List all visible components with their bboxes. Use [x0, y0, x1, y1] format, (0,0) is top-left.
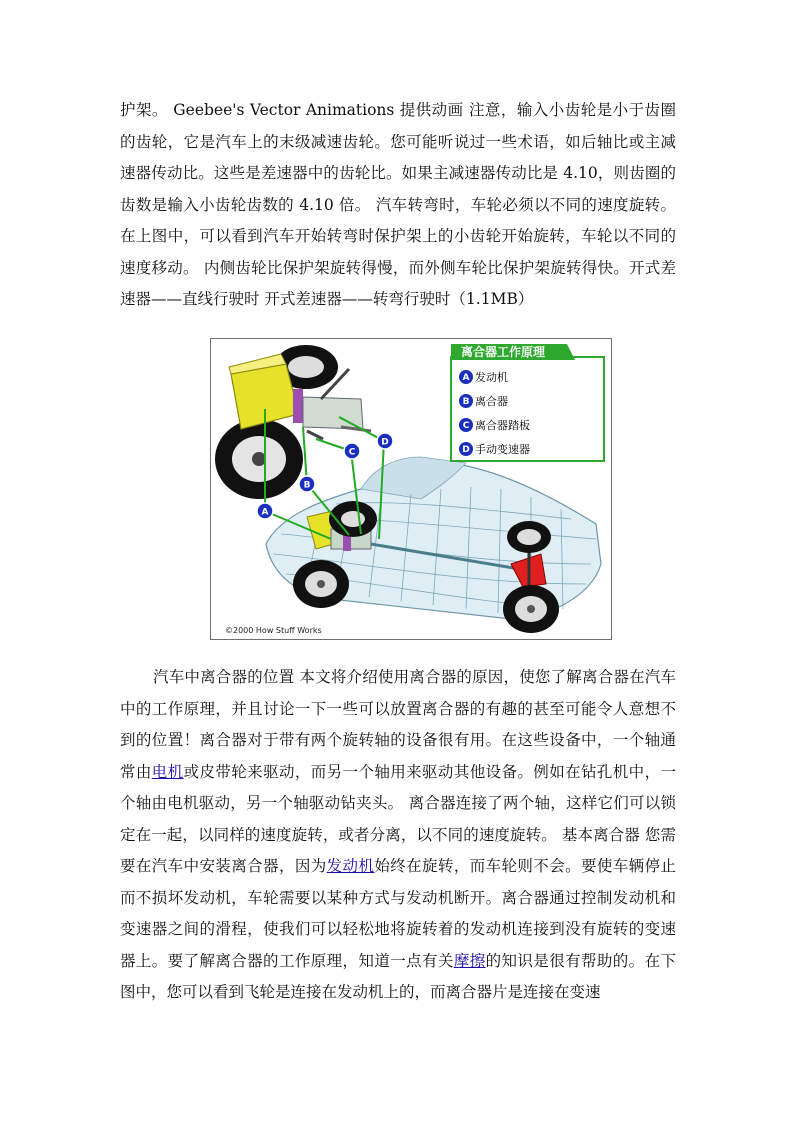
legend-title: 离合器工作原理	[461, 345, 546, 359]
badge-c	[344, 443, 360, 459]
svg-text:发动机: 发动机	[475, 371, 508, 384]
legend	[451, 344, 604, 461]
copyright-text: ©2000 How Stuff Works	[225, 626, 322, 635]
text-segment: 始终在旋转，而车轮则不会。要使车辆停止而不损坏发动机，车轮需要以某种方式与发动机断开。离合器通过控制发动机和变速器之间的滑程，使我们可以轻松地将旋转着的发动机连接到没有旋转的变速器上。要了解离合器的工作原理，知道一点有关	[120, 857, 676, 970]
svg-text:离合器: 离合器	[475, 395, 508, 408]
badge-a	[257, 503, 273, 519]
svg-text:B: B	[462, 397, 470, 407]
svg-text:A: A	[462, 373, 470, 383]
legend-item-d	[459, 442, 530, 456]
rear-left-wheel	[503, 585, 559, 633]
svg-text:A: A	[261, 507, 269, 518]
svg-text:D: D	[381, 437, 389, 448]
svg-text:手动变速器: 手动变速器	[475, 443, 530, 456]
svg-text:C: C	[348, 447, 356, 458]
link-engine[interactable]: 发动机	[326, 857, 375, 875]
paragraph-differential: 护架。 Geebee's Vector Animations 提供动画 注意，输入小齿轮是小于齿圈的齿轮，它是汽车上的末级减速齿轮。您可能听说过一些术语，如后轴比或主减速器传动比。这些是差速器中的齿轮比。如果主减速器传动比是 4.10，则齿圈的齿数是输入小齿轮齿数的 4.10 倍。 汽车转弯时，车轮必须以不同的速度旋转。在上图中，可以看到汽车开始转弯时保护架上的小齿轮开始旋转，车轮以不同的速度移动。 内侧齿轮比保护架旋转得慢，而外侧车轮比保护架旋转得快。开式差速器——直线行驶时 开式差速器——转弯行驶时（1.1MB）	[120, 101, 676, 308]
legend-item-b	[459, 394, 508, 408]
badge-d	[377, 433, 393, 449]
paragraph-clutch-location	[120, 662, 676, 1009]
legend-item-a	[459, 370, 508, 384]
rear-right-wheel	[507, 521, 551, 553]
svg-text:B: B	[303, 480, 311, 491]
clutch-diagram-figure	[210, 338, 612, 640]
text-segment: 汽车中离合器的位置 本文将介绍使用离合器的原因，使您了解离合器在汽车中的工作原理，并且讨论一下一些可以放置离合器的有趣的甚至可能令人意想不到的位置！离合器对于带有两个旋转轴的设备很有用。在这些设备中，一个轴通常由	[120, 668, 676, 781]
svg-text:C: C	[462, 421, 470, 431]
link-friction[interactable]: 摩擦	[453, 951, 486, 970]
svg-text:离合器踏板: 离合器踏板	[475, 419, 530, 432]
front-wheel-car-bottom	[293, 560, 349, 608]
text-segment: 或皮带轮来驱动，而另一个轴用来驱动其他设备。例如在钻孔机中，一个轴由电机驱动，另一个轴驱动钻夹头。 离合器连接了两个轴，这样它们可以锁定在一起，以同样的速度旋转，或者分离，以不同的速度旋转。 基本离合器 您需要在汽车中安装离合器，因为	[120, 762, 676, 875]
link-motor[interactable]: 电机	[151, 762, 184, 781]
text-segment: 的知识是很有帮助的。在下图中，您可以看到飞轮是连接在发动机上的，而离合器片是连接在变速	[120, 951, 676, 1001]
clutch-diagram	[211, 339, 611, 639]
badge-b	[299, 476, 315, 492]
svg-text:D: D	[462, 445, 470, 455]
legend-item-c	[459, 418, 530, 432]
